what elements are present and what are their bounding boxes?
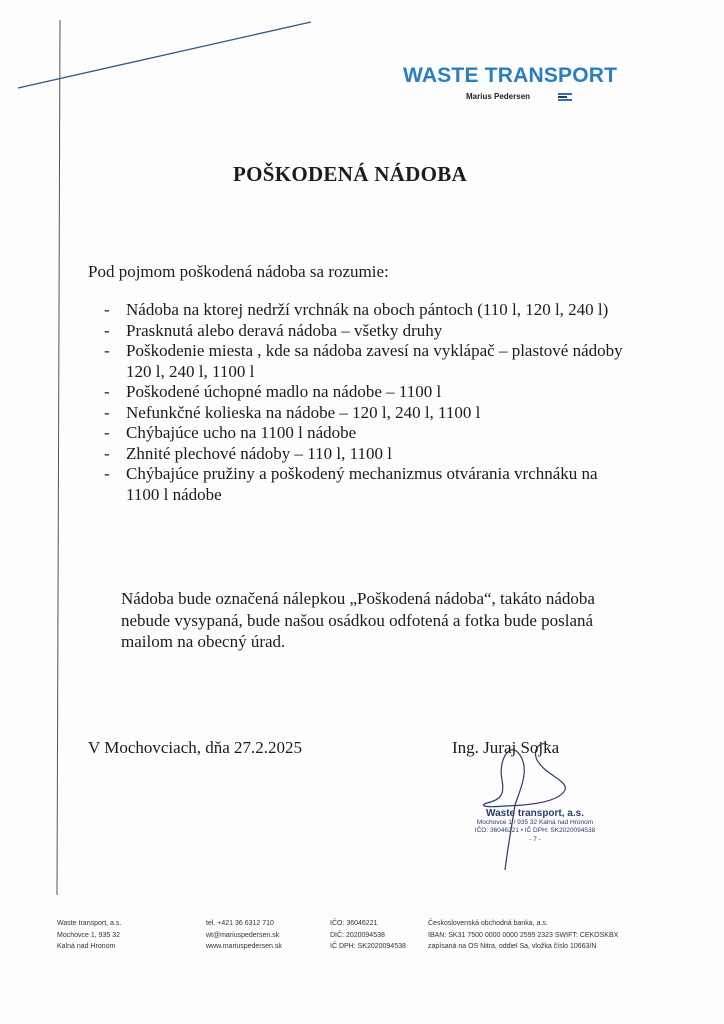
bullet-dash: - — [104, 423, 110, 442]
footer-company-address: Waste transport, a.s. Mochovce 1, 935 32 Kalná nad Hronom — [57, 920, 122, 950]
footer-bank-registration: Československá obchodná banka, a.s. IBAN: SK31 7500 0000 0000 2595 2323 SWIFT: CEKOSKBX zapísaná na OS Nitra, oddiel Sa, vložka číslo 10663/N — [428, 920, 619, 950]
signer-name: Ing. Juraj Sojka — [452, 738, 560, 757]
list-item: - Nádoba na ktorej nedrží vrchnák na oboch pántoch (110 l, 120 l, 240 l) — [104, 300, 609, 319]
list-item: - Poškodené úchopné madlo na nádobe – 1100 l — [104, 382, 442, 401]
bullet-dash: - — [104, 464, 110, 483]
bullet-dash: - — [104, 320, 110, 340]
footer-contact — [206, 918, 282, 953]
footer-website: www.mariuspedersen.sk — [206, 943, 282, 950]
list-item: - Chýbajúce pružiny a poškodený mechanizmus otvárania vrchnáku na 1100 l nádobe — [104, 464, 598, 504]
bullet-dash: - — [104, 402, 110, 422]
place-and-date: V Mochovciach, dňa 27.2.2025 — [88, 738, 303, 757]
document-title — [0, 162, 724, 187]
list-item: - Zhnité plechové nádoby – 110 l, 1100 l — [104, 443, 392, 463]
vertical-pen-line — [57, 20, 60, 895]
document-title-text: POŠKODENÁ NÁDOBA — [232, 162, 468, 186]
intro-text: Pod pojmom poškodená nádoba sa rozumie: — [88, 262, 389, 281]
list-item: - Chýbajúce ucho na 1100 l nádobe — [104, 423, 357, 442]
stamp-address: Mochovce 1 / 935 32 Kalná nad Hronom — [476, 819, 594, 826]
list-item: - Poškodenie miesta , kde sa nádoba zavesí na vyklápač – plastové nádoby 120 l, 240 l, 1100 l — [104, 341, 623, 381]
bullet-dash: - — [104, 341, 110, 360]
list-item: - Prasknutá alebo deravá nádoba – všetky druhy — [104, 320, 443, 340]
signature-scribble — [483, 744, 565, 870]
list-item: - Nefunkčné kolieska na nádobe – 120 l, 240 l, 1100 l — [104, 402, 481, 422]
stamp-number: - 7 - — [529, 836, 541, 843]
bullet-dash: - — [104, 300, 110, 319]
stamp-company: Waste transport, a.s. — [486, 808, 584, 819]
flag-icon — [558, 93, 572, 100]
stamp-ids: IČO: 36046221 • IČ DPH: SK2020094538 — [474, 827, 596, 834]
footer-tax-ids: IČO: 36046221 DIČ: 2020094538 IČ DPH: SK2020094538 — [330, 920, 406, 950]
bullet-dash: - — [104, 443, 110, 463]
bullet-dash: - — [104, 382, 110, 401]
footer-phone: tel. +421 36 6312 710 — [206, 920, 274, 927]
logo-title: WASTE TRANSPORT — [403, 64, 618, 87]
damage-criteria-list — [104, 300, 634, 505]
diagonal-pen-line — [18, 22, 311, 88]
footer-email: wt@mariuspedersen.sk — [206, 931, 280, 939]
notice-paragraph: Nádoba bude označená nálepkou „Poškodená nádoba“, takáto nádoba nebude vysypaná, bude našou osádkou odfotená a fotka bude poslaná mailom na obecný úrad. — [121, 589, 595, 651]
logo-subtitle: Marius Pedersen — [466, 92, 531, 101]
company-stamp — [455, 808, 615, 844]
